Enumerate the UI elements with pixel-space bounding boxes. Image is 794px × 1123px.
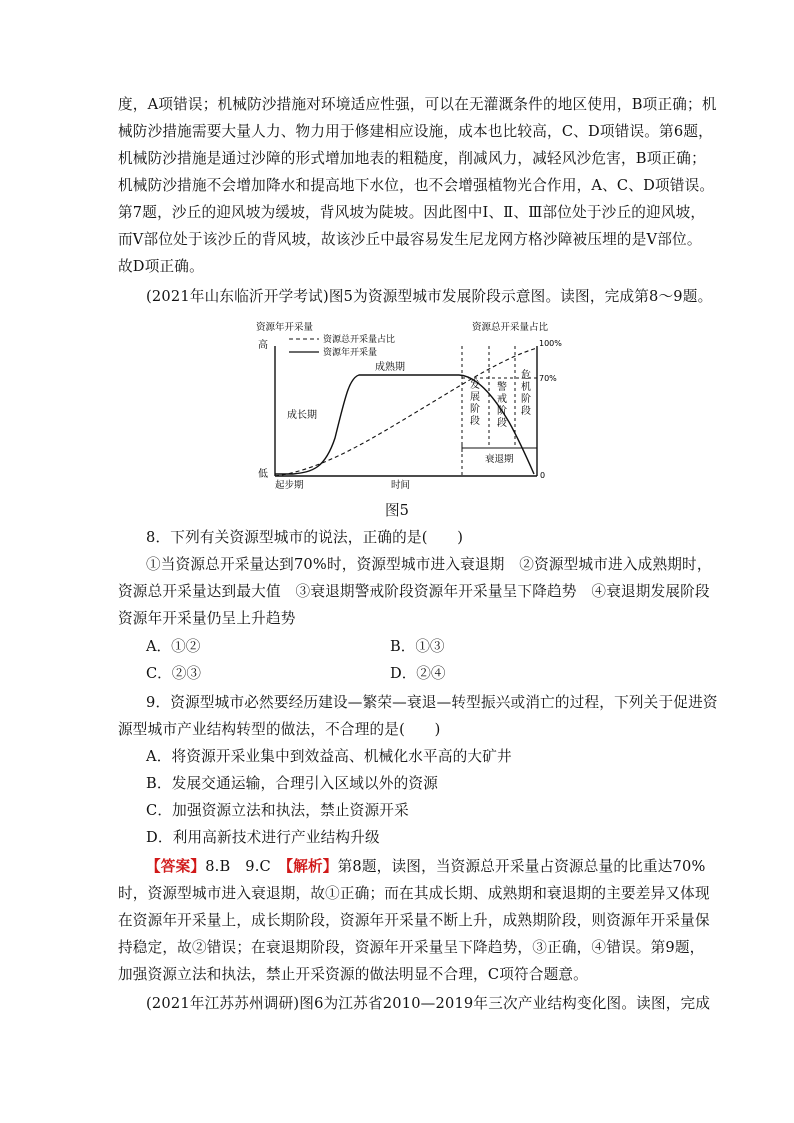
sub-stage-crisis (521, 368, 531, 417)
svg-text:展: 展 (470, 392, 480, 403)
answer-tag: 【答案】 (146, 858, 206, 875)
q9-stem-line: 9．资源型城市必然要经历建设—繁荣—衰退—转型振兴或消亡的过程，下列关于促进资 (146, 694, 718, 711)
q9-option-a: A．将资源开采业集中到效益高、机械化水平高的大矿井 (146, 748, 512, 765)
svg-text:段: 段 (470, 416, 480, 427)
analysis-line: 在资源年开采量上，成长期阶段，资源年开采量不断上升，成熟期阶段，则资源年开采量保 (118, 912, 710, 929)
sub-stage-development (470, 378, 480, 427)
answer-keys: 8.B 9.C (205, 858, 286, 875)
stage-start-label: 起步期 (275, 480, 304, 491)
right-100-label: 100% (539, 339, 562, 348)
q8-option-d: D．②④ (390, 665, 446, 682)
q9-option-d: D．利用高新技术进行产业结构升级 (146, 829, 380, 846)
svg-text:阶: 阶 (497, 406, 507, 417)
paragraph-line: 故D项正确。 (118, 258, 204, 275)
svg-text:段: 段 (521, 406, 531, 417)
q8-option-c: C．②③ (146, 665, 201, 682)
figure-caption: 图5 (385, 502, 409, 519)
svg-text:发: 发 (470, 380, 480, 391)
q8-body-line: 资源总开采量达到最大值 ③衰退期警戒阶段资源年开采量呈下降趋势 ④衰退期发展阶段 (118, 583, 710, 600)
answer-first-line (146, 853, 708, 880)
analysis-first-text: 第8题，读图，当资源总开采量占资源总量的比重达70% (337, 858, 706, 875)
stage-mature-label: 成熟期 (375, 362, 405, 373)
question-intro: (2021年江苏苏州调研)图6为江苏省2010—2019年三次产业结构变化图。读图，完成 (146, 995, 711, 1012)
q8-option-a: A．①② (146, 638, 201, 655)
analysis-tag: 【解析】 (285, 858, 338, 875)
y-high-label: 高 (258, 340, 268, 351)
paragraph-line: 机械防沙措施不会增加降水和提高地下水位，也不会增强植物光合作用，A、C、D项错误。 (118, 177, 715, 194)
paragraph-line: 械防沙措施需要大量人力、物力用于修建相应设施，成本也比较高，C、D项错误。第6题， (118, 123, 713, 140)
x-axis-title: 时间 (391, 480, 411, 491)
q9-stem-line: 源型城市产业结构转型的做法，不合理的是( ) (118, 721, 441, 738)
svg-text:机: 机 (521, 382, 531, 393)
svg-text:阶: 阶 (521, 394, 531, 405)
question-intro: (2021年山东临沂开学考试)图5为资源型城市发展阶段示意图。读图，完成第8～9题。 (146, 288, 713, 305)
paragraph-line: 机械防沙措施是通过沙障的形式增加地表的粗糙度，削减风力，减轻风沙危害，B项正确； (118, 150, 706, 167)
q8-stem: 8．下列有关资源型城市的说法，正确的是( ) (146, 529, 464, 546)
svg-text:戒: 戒 (497, 394, 507, 405)
stage-growth-label: 成长期 (287, 410, 317, 421)
svg-text:危: 危 (521, 370, 531, 381)
right-axis-title: 资源总开采量占比 (472, 322, 549, 333)
sub-stage-warning (497, 380, 507, 429)
q8-option-b: B．①③ (390, 638, 445, 655)
q8-body-line: ①当资源总开采量达到70%时，资源型城市进入衰退期 ②资源型城市进入成熟期时， (146, 556, 712, 573)
legend-solid-label: 资源年开采量 (323, 348, 378, 358)
legend-dashed-label: 资源总开采量占比 (323, 335, 396, 345)
stage-decline-label: 衰退期 (485, 454, 514, 465)
paragraph-line: 而Ⅴ部位处于该沙丘的背风坡，故该沙丘中最容易发生尼龙网方格沙障被压埋的是Ⅴ部位。 (118, 231, 702, 248)
svg-text:段: 段 (497, 418, 507, 429)
svg-text:警: 警 (497, 382, 507, 393)
figure-resource-city-stages (253, 318, 565, 493)
analysis-line: 持稳定，故②错误；在衰退期阶段，资源年开采量呈下降趋势，③正确，④错误。第9题， (118, 939, 705, 956)
right-0-label: 0 (540, 471, 546, 480)
q8-body-line: 资源年开采量仍呈上升趋势 (118, 610, 296, 627)
q9-option-b: B．发展交通运输，合理引入区域以外的资源 (146, 775, 439, 792)
paragraph-line: 第7题，沙丘的迎风坡为缓坡，背风坡为陡坡。因此图中Ⅰ、Ⅱ、Ⅲ部位处于沙丘的迎风坡， (118, 204, 706, 221)
svg-text:阶: 阶 (470, 404, 480, 415)
right-70-label: 70% (539, 374, 557, 383)
y-low-label: 低 (258, 469, 268, 480)
paragraph-line: 度，A项错误；机械防沙措施对环境适应性强，可以在无灌溉条件的地区使用，B项正确；机 (118, 96, 717, 113)
analysis-line: 时，资源型城市进入衰退期，故①正确；而在其成长期、成熟期和衰退期的主要差异又体现 (118, 885, 710, 902)
q9-option-c: C．加强资源立法和执法，禁止资源开采 (146, 802, 409, 819)
analysis-line: 加强资源立法和执法，禁止开采资源的做法明显不合理，C项符合题意。 (118, 966, 588, 983)
left-axis-title: 资源年开采量 (256, 322, 314, 333)
